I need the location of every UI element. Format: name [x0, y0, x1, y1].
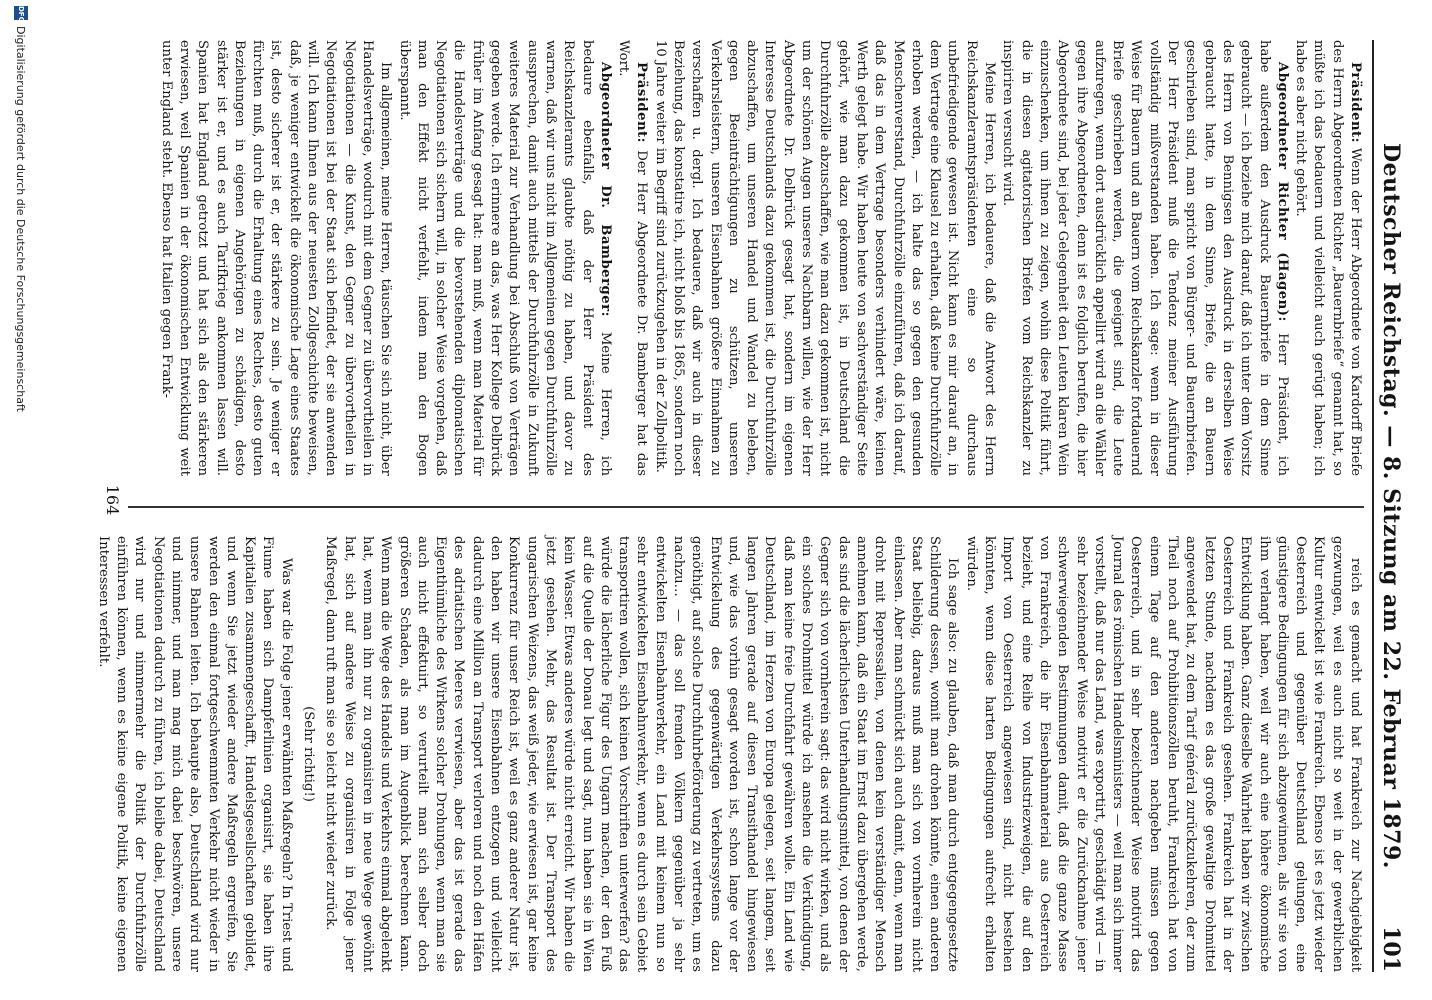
- paragraph: [1291, 40, 1364, 476]
- digitization-credit: [14, 6, 28, 806]
- header-rule: [1372, 40, 1374, 972]
- paragraph-text: Im allgemeinen, meine Herren, täuschen Sie sich nicht, über Handelsverträge, wodurch mit dem Gegner zu übervortheilen in Negotiationen — die Kunst, den Gegner zu übervortheilen in Negotiationen ist bei der Staat sich befindet, der sie anwenden will. Ich kann Ihnen aus der neuesten Zollgeschichte beweisen, daß, je weniger entwickelt die ökonomische Lage eines Staates ist, desto sicherer ist er, der stärkere zu sein. Je weniger er fürchten muß, durch die Erhaltung eines Rechtes, desto guten Beziehungen in eigenen Angehörigen zu schädigen, desto stärker ist er, und es auch Tarifkrieg ankommen lassen will. Spanien hat England getrotzt und hat sich als den stärkeren erwiesen, weil Spanien in der ökonomischen Entwicklung weit unter England steht. Ebenso hat Italien gegen Frank-: [158, 40, 394, 476]
- paragraph-text: Meine Herren, ich bedaure ebenfalls, daß der Herr Präsident des Reichskanzleramts glaubte nöthig zu haben, und davor zu warnen, daß wir uns nicht im Allgemeinen gegen Durchfuhrzölle aussprechen, damit auch mittels der Durchfuhrzölle in Zukunft weiteres Material zur Verhandlung bei Abschluß von Verträgen gegeben werde. Ich erinnere an das, was Herr Kollege Delbrück früher im Anfang gesagt hat: man muß, wenn man Material für die Handelsverträge und die bevorstehenden diplomatischen Negotiationen sich sichern will, in solcher Weise vorgehen, daß man den Effekt nicht verfehlt, indem man den Bogen überspannt.: [396, 40, 613, 476]
- paragraph: [394, 40, 614, 476]
- paragraph: [299, 536, 317, 972]
- page-header: [1378, 40, 1418, 972]
- paragraph: [998, 40, 1291, 476]
- column-divider: [128, 506, 1364, 508]
- paragraph-text: Ich sage also: zu glauben, daß man durch entgegengesetzte Schilderung dessen, womit man drohen könnte, einen anderen Staat beliebig, daraus muß man sich von vornherein nicht einlassen. Aber man schmückt sich auch damit, denn, wenn man droht mit Repressalien, von denen kein verständiger Mensch annehmen kann, daß ein Staat im Ernst dazu übergehen werde, das sind die lächerlichsten Unterhandlungsmittel, von denen der Gegner sich von vornherein sagt: das wird nicht wirken, und als ein solches Drohmittel würde ich ansehen die Verkündigung, daß man keine freie Durchfahrt gewähren wolle. Ein Land wie Deutschland, im Herzen von Europa gelegen, seit langem, seit langen Jahren gerade auf diesen Transithandel hingewiesen und, wie das vorhin gesagt worden ist, schon lange vor der Entwickelung des gegenwärtigen Verkehrssystems dazu genöthigt, auf solche Durchfuhrbeförderung zu vertreten, um es nachzu… — das soll fremden Völkern gegenüber ja sehr entwickelten Eisenbahnverkehr, ein Land mit keinem nun so sehr entwickelten Eisenbahnverkehr, wenn es durch sein Gebiet transportiren wollen, sich keinen Vorschriften unterwerfen? das würde die lächerliche Figur des Ungarn machen, der den Fuß auf die Quelle der Donau legt und sagt, nun haben sie in Wien kein Wasser. Etwas anderes würde nicht erreicht. Wir haben die jetzt gesehen. Mehr, das Resultat ist. Der Transport des ungarischen Weizens, das weiß jeder, wie erwiesen ist, gar keine Konkurrenz für unser Reich ist, weil es ganz anderer Natur ist, den haben wir unsere Eisenbahnen entzogen und vielleicht dadurch eine Million an Transport verloren und noch den Häfen des adriatischen Meeres verwiesen, aber das ist gerade das Eigenthümliche des Wirkens solcher Drohungen, wenn man sie auch nicht effektuirt, so verurteilt man sich selber doch größeren Schaden, als man im Augenblick berechnen kann. Wenn man die Wege des Handels und Verkehrs einmal abgelenkt hat, wenn man ihn nur zu organisiren in neue Wege gewöhnt hat, sich auf andere Weise zu organisiren in Folge jener Maßregel, dann ruft man sie so leicht nicht wieder zurück.: [323, 536, 961, 972]
- right-column: [95, 536, 1364, 972]
- page-mark: 164: [103, 484, 122, 516]
- paragraph: [321, 536, 961, 972]
- speaker-label: Abgeordneter Dr. Bamberger:: [597, 62, 613, 317]
- speaker-label: Präsident:: [1348, 62, 1363, 144]
- paragraph-text: Der Herr Abgeordnete Dr. Bamberger hat das Wort.: [616, 40, 650, 476]
- dfg-logo-icon: DFG: [14, 6, 28, 20]
- paragraph-text: Wenn der Herr Abgeordnete von Kardorff Briefe des Herrn Abgeordneten Richter „Bauernbriefe“ genannt hat, so müßte ich das bedauern und vielleicht auch gerügt haben; ich habe es aber nicht gehört.: [1293, 40, 1363, 476]
- credit-text: Digitalisierung gefördert durch die Deutsche Forschungsgemeinschaft: [14, 26, 28, 412]
- speaker-label: Präsident:: [634, 62, 650, 144]
- left-column: [128, 40, 1364, 476]
- paragraph: [650, 40, 998, 476]
- paragraph-text: Meine Herren, ich bedauere, daß die Antwort des Herrn Reichskanzleramtspräsidenten eine so durchaus unbefriedigende gewesen ist. Nicht kann es mir darauf an, in dem Vertrage eine Klausel zu erhalten, daß keine Durchfuhrzölle erhoben werden, — ich halte das so gegen den gesunden Menschenverstand, Durchfuhrzölle einzuführen, daß ich darauf, daß das in dem Vertrage besonders verhindert wäre, keinen Werth gelegt habe. Wir haben heute von sachverständiger Seite gehört, wie man dazu gekommen ist, in Deutschland die Durchfuhrzölle abzuschaffen, wie man dazu gekommen ist, nicht um der schönen Augen unseres Nachbarn willen, wie der Herr Abgeordnete Dr. Delbrück gesagt hat, sondern im eigenen Interesse Deutschlands dazu gekommen ist, die Durchfuhrzölle abzuschaffen, um unseren Handel und Wandel zu beleben, gegen Beeinträchtigungen zu schützen, unseren Verkehrsleistern, unseren Eisenbahnen größere Einnahmen zu verschaffen u. dergl. Ich bedauere, daß wir auch in dieser Beziehung, das konstatire ich, nicht bloß bis 1865, sondern noch 10 Jahre weiter im Begriff sind zurückzugehen in der Zollpolitik.: [652, 40, 998, 476]
- paragraph: [961, 536, 1364, 972]
- paragraph-text: reich es gemacht und hat Frankreich zur Nachgiebigkeit gezwungen, weil es auch nicht so weit in der gewerblichen Kultur entwickelt ist wie Frankreich. Ebenso ist es jetzt wieder Oesterreich und gegenüber Deutschland gelungen, eine günstigere Bedingungen für sich abzugewinnen, als wir sie von ihm verlangt haben, weil wir auch eine höhere ökonomische Entwicklung haben. Ganz dieselbe Wahrheit haben wir zwischen Oesterreich und Frankreich gesehen. Frankreich hat in der letzten Stunde, nachdem es das große gewaltige Drohmittel angewendet hat, zu dem Tarif général zurückzukehren, der zum Theil noch auf Prohibitionszöllen beruht, Frankreich hat von einem Tage auf den anderen nachgeben müssen gegen Oesterreich, und in sehr bezeichnender Weise motivirt das Journal des römischen Handelsministers — weil man sich immer vorstellt, daß nur das Land, was exportirt, geschädigt wird — in sehr bezeichnender Weise motivirt er die Zurücknahme jener schwerwiegenden Bestimmungen damit, daß die ganze Masse von Frankreich, die ihr Eisenbahnmaterial aus Oesterreich bezieht, und eine Reihe von Industriezweigen, die auf den Import von Oesterreich angewiesen sind, nicht bestehen könnten, wenn diese harten Bedingungen aufrecht erhalten würden.: [963, 536, 1363, 972]
- paragraph-text: Herr Präsident, ich habe außerdem den Ausdruck Bauernbriefe in dem Sinne gebraucht — ich beziehe mich darauf, daß ich unter dem Vorsitz des Herrn von Bennigsen den Ausdruck in derselben Weise gebraucht hatte, in dem Sinne, Briefe, die an Bauern geschrieben sind, man spricht von Bürger- und Bauernbriefen. Der Herr Präsident muß die Tendenz meiner Ausführung vollständig mißverstanden haben. Ich sage: wenn in dieser Weise für Bauern und an Bauern vom Reichskanzler fortdauernd Briefe geschrieben werden, die geeignet sind, die Leute aufzuregen, wenn dort ausdrücklich appellirt wird an die Wähler gegen ihre Abgeordneten, denn ist es folglich berufen, die hier Abgeordnete sind, bei jeder Gelegenheit den Leuten klaren Wein einzuschenken, um ihnen zu zeigen, wohin diese Politik führt, die in diesen agitatorischen Briefen vom Reichskanzler zu inspiriren versucht wird.: [1000, 40, 1290, 477]
- paragraph: [156, 40, 394, 476]
- speaker-label: Abgeordneter Richter (Hagen):: [1274, 62, 1290, 322]
- paragraph: [94, 536, 295, 972]
- running-title: Deutscher Reichstag. — 8. Sitzung am 22. Februar 1879.: [1378, 143, 1404, 869]
- paragraph: [614, 40, 651, 476]
- paragraph-text: Was war die Folge jener erwähnten Maßregeln? In Triest und Fiume haben sich Dampferlinien organisirt, sie haben ihre Kapitalien zusammengeschafft, Handelsgesellschaften gebildet, und wenn Sie jetzt wieder andere Maßregeln ergreifen, Sie werden den einmal fortgeschwemmten Verkehr nicht wieder in unsere Bahnen leiten. Ich behaupte also, Deutschland wird nur und nimmer, und man mag mich dabei beschwören, unsere Negotiationen dadurch zu führen, ich bleibe dabei, Deutschland wird nur und nimmermehr die Politik der Durchfuhrzölle einführen können, wenn es keine eigene Politik, keine eigenen Interessen verfehlt.: [95, 536, 294, 972]
- paragraph-text: (Sehr richtig!): [301, 706, 317, 802]
- page-number: 101: [1378, 926, 1404, 972]
